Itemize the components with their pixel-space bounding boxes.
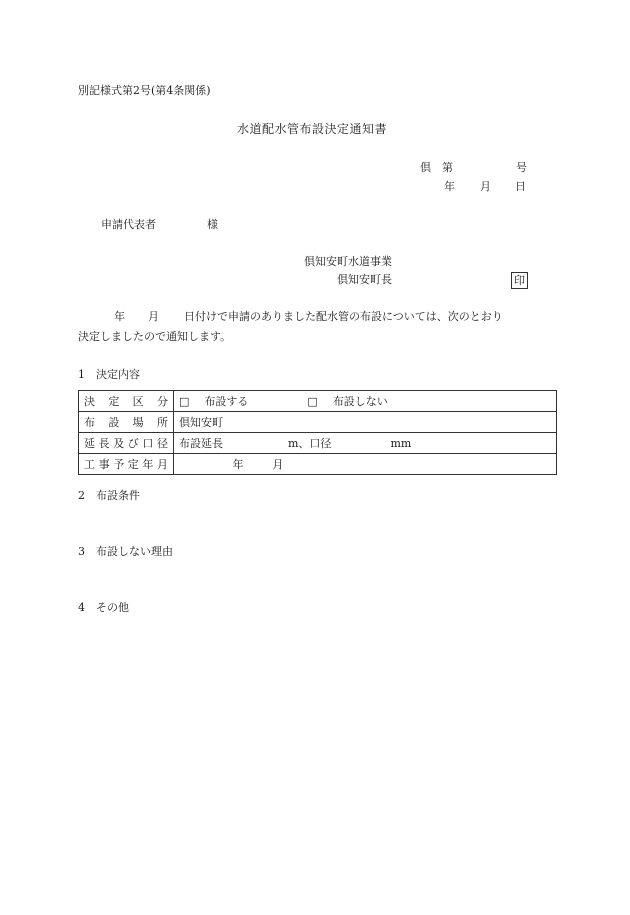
row-label-location: 布 設 場 所 — [84, 416, 168, 429]
number-dai: 第 — [442, 161, 453, 174]
location-value: 倶知安町 — [174, 412, 557, 433]
section-conditions-heading: 2 布設条件 — [78, 489, 140, 502]
form-reference: 別記様式第2号(第4条関係) — [78, 84, 211, 97]
seal-mark: 印 — [511, 272, 528, 289]
body-line2: 決定しましたので通知します。 — [78, 330, 232, 343]
schedule-year: 年 — [232, 458, 244, 471]
table-row-length — [79, 433, 557, 454]
addressee-label: 申請代表者 — [101, 218, 156, 231]
date-month: 月 — [480, 180, 491, 193]
length-label: 布設延長 — [179, 437, 223, 450]
body-month: 月 — [148, 310, 159, 323]
checkbox-no-lay[interactable]: □ — [307, 395, 318, 408]
diameter-unit: mm — [390, 437, 412, 450]
schedule-month: 月 — [272, 458, 284, 471]
table-row-location — [79, 412, 557, 433]
section-reason-heading: 3 布設しない理由 — [78, 545, 173, 558]
document-title: 水道配水管布設決定通知書 — [237, 122, 388, 136]
body-line1: 日付けで申請のありました配水管の布設については、次のとおり — [184, 310, 503, 323]
addressee-honorific: 様 — [207, 218, 218, 231]
option-lay: 布設する — [204, 395, 249, 408]
section-decision-heading: 1 決定内容 — [78, 368, 140, 381]
table-row-schedule — [79, 454, 557, 475]
row-label-length: 延 長 及 び 口 径 — [84, 437, 168, 450]
body-year: 年 — [114, 310, 125, 323]
number-go: 号 — [516, 161, 527, 174]
option-no-lay: 布設しない — [332, 395, 388, 408]
date-day: 日 — [515, 180, 526, 193]
length-unit: m、口径 — [288, 437, 332, 450]
number-prefix: 倶 — [420, 161, 431, 174]
section-other-heading: 4 その他 — [78, 601, 129, 614]
issuer-org: 倶知安町水道事業 — [304, 255, 392, 268]
issuer-title: 倶知安町長 — [337, 273, 392, 286]
checkbox-lay[interactable]: □ — [179, 395, 190, 408]
decision-table — [78, 390, 557, 475]
row-label-schedule: 工 事 予 定 年 月 — [84, 458, 168, 471]
date-year: 年 — [444, 180, 455, 193]
table-row-decision — [79, 391, 557, 412]
row-label-decision: 決 定 区 分 — [84, 395, 168, 408]
